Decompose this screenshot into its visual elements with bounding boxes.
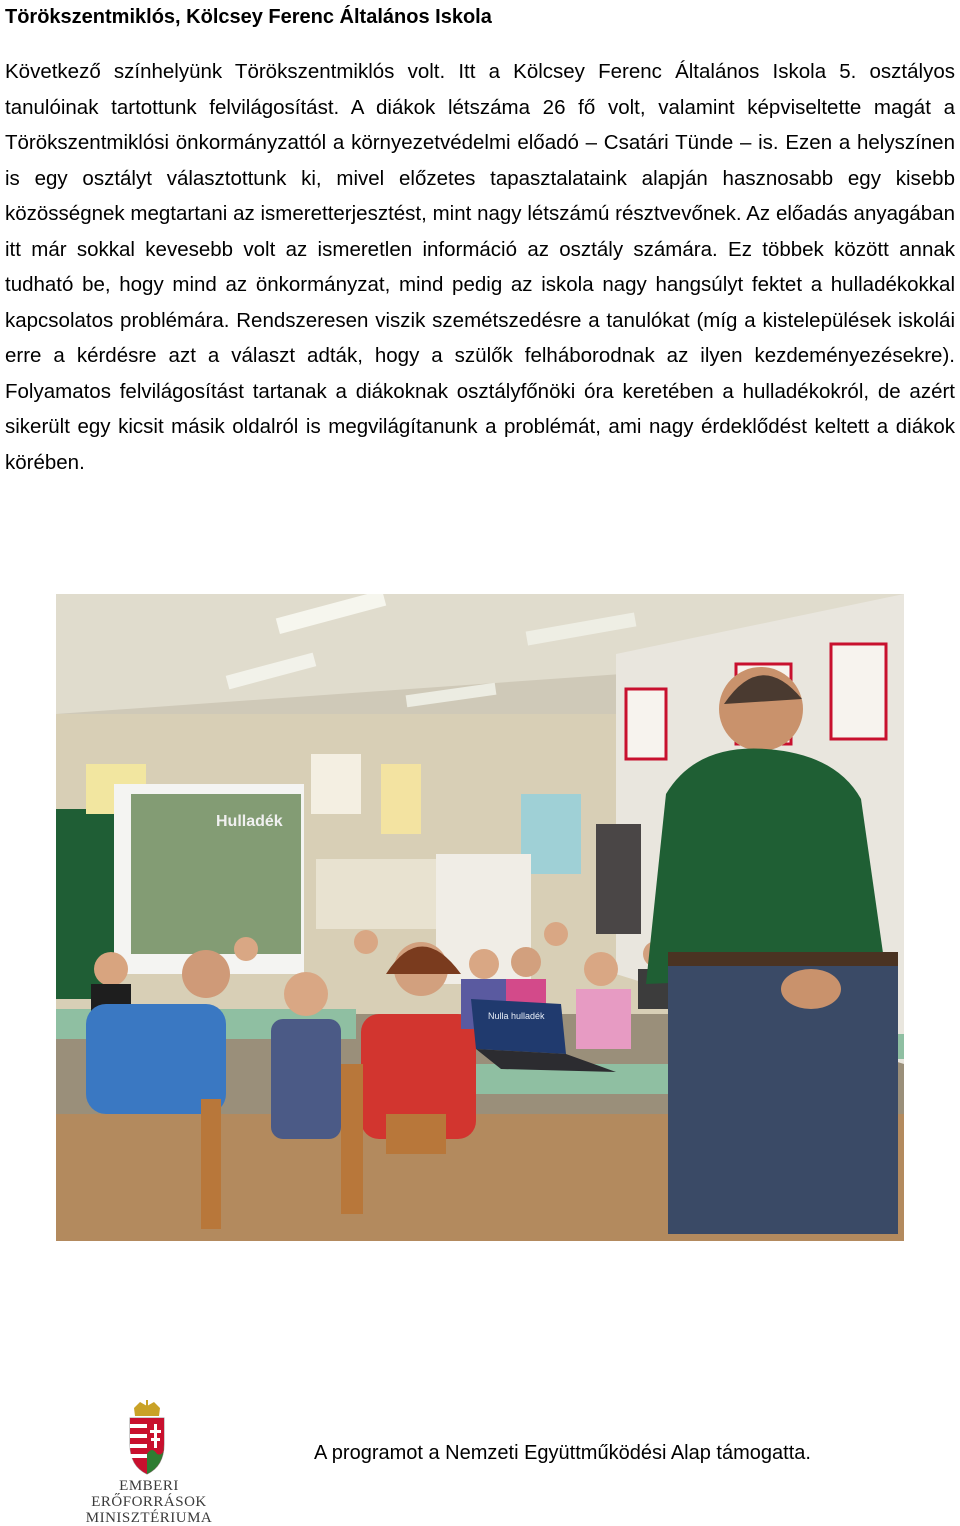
hungarian-coat-of-arms-icon — [124, 1400, 170, 1475]
ministry-logo — [64, 1400, 234, 1526]
classroom-photo — [56, 594, 904, 1241]
projection-text: Hulladék — [216, 813, 283, 830]
laptop-screen-text: Nulla hulladék — [488, 1011, 545, 1021]
page-title: Törökszentmiklós, Kölcsey Ferenc Általános Iskola — [5, 6, 492, 28]
logo-line-2: MINISZTÉRIUMA — [85, 1510, 213, 1526]
funding-note: A programot a Nemzeti Együttműködési Alap támogatta. — [314, 1442, 811, 1464]
logo-line-1: EMBERI ERŐFORRÁSOK — [91, 1478, 207, 1510]
body-paragraph: Következő színhelyünk Törökszentmiklós volt. Itt a Kölcsey Ferenc Általános Iskola 5. osztályos tanulóinak tartottunk felvilágosítást. A diákok létszáma 26 fő volt, valamint képviseltette magát a Törökszentmiklósi önkormányzattól a környezetvédelmi előadó – Csatári Tünde – is. Ezen a helyszínen is egy osztályt választottunk ki, mivel előzetes tapasztalataink alapján hasznosabb egy kisebb közösségnek megtartani az ismeretterjesztést, mint nagy létszámú résztvevőnek. Az előadás anyagában itt már sokkal kevesebb volt az ismeretlen információ az osztály számára. Ez többek között annak tudható be, hogy mind az önkormányzat, mind pedig az iskola nagy hangsúlyt fektet a hulladékokkal kapcsolatos problémára. Rendszeresen viszik szemétszedésre a tanulókat (míg a kistelepülések iskolái erre a kérdésre azt a választ adták, hogy a szülők felháborodnak az ilyen kezdeményezésekre). Folyamatos felvilágosítást tartanak a diákoknak osztályfőnöki óra keretében a hulladékokról, de azért sikerült egy kicsit másik oldalról is megvilágítanunk a problémát, ami nagy érdeklődést keltett a diákok körében. — [5, 60, 955, 474]
classroom-illustration — [56, 594, 904, 1241]
